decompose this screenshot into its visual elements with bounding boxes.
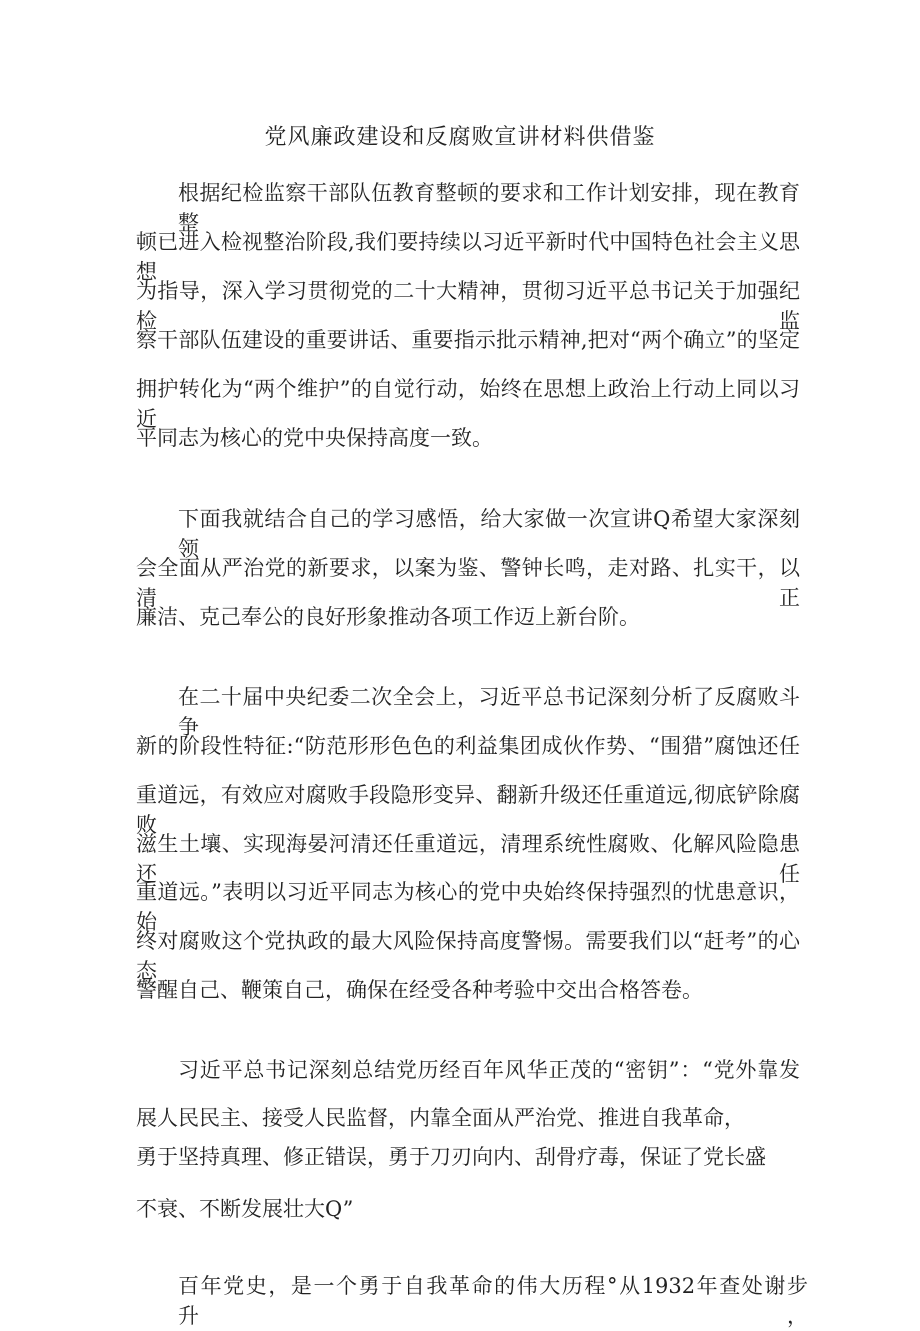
text-line: 重道远。”表明以习近平同志为核心的党中央始终保持强烈的忧患意识，始 bbox=[136, 880, 800, 934]
text-line: 终对腐败这个党执政的最大风险保持高度警惕。需要我们以“赶考”的心态 bbox=[136, 929, 800, 983]
text-line: 习近平总书记深刻总结党历经百年风华正茂的“密钥”：“党外靠发 bbox=[178, 1058, 800, 1082]
text-line: 百年党史，是一个勇于自我革命的伟大历程°从1932年查处谢步升， bbox=[178, 1274, 808, 1328]
document-title: 党风廉政建设和反腐败宣讲材料供借鉴 bbox=[264, 125, 656, 150]
text-line: 警醒自己、鞭策自己，确保在经受各种考验中交出合格答卷。 bbox=[136, 978, 703, 1002]
text-line: 会全面从严治党的新要求，以案为鉴、警钟长鸣，走对路、扎实干，以清正 bbox=[136, 556, 800, 610]
text-line: 廉洁、克己奉公的良好形象推动各项工作迈上新台阶。 bbox=[136, 605, 640, 629]
text-line: 平同志为核心的党中央保持高度一致。 bbox=[136, 426, 493, 450]
text-line: 顿已进入检视整治阶段,我们要持续以习近平新时代中国特色社会主义思想 bbox=[136, 230, 800, 284]
text-line: 展人民民主、接受人民监督，内靠全面从严治党、推进自我革命， bbox=[136, 1106, 745, 1130]
text-line: 滋生土壤、实现海晏河清还任重道远，清理系统性腐败、化解风险隐患还任 bbox=[136, 832, 800, 886]
text-line: 为指导，深入学习贯彻党的二十大精神，贯彻习近平总书记关于加强纪检监 bbox=[136, 279, 800, 333]
text-line: 新的阶段性特征:“防范形形色色的利益集团成伙作势、“围猎”腐蚀还任 bbox=[136, 734, 800, 758]
text-line: 下面我就结合自己的学习感悟，给大家做一次宣讲Q希望大家深刻领 bbox=[178, 507, 800, 561]
text-line: 拥护转化为“两个维护”的自觉行动，始终在思想上政治上行动上同以习近 bbox=[136, 377, 800, 431]
text-line: 重道远，有效应对腐败手段隐形变异、翻新升级还任重道远,彻底铲除腐败 bbox=[136, 783, 800, 837]
text-line: 根据纪检监察干部队伍教育整顿的要求和工作计划安排，现在教育整 bbox=[178, 181, 800, 235]
text-line: 察干部队伍建设的重要讲话、重要指示批示精神,把对“两个确立”的坚定 bbox=[136, 328, 800, 352]
text-line: 不衰、不断发展壮大Q” bbox=[136, 1197, 354, 1221]
text-line: 勇于坚持真理、修正错误，勇于刀刃向内、刮骨疗毒，保证了党长盛 bbox=[136, 1145, 766, 1169]
text-line: 在二十届中央纪委二次全会上，习近平总书记深刻分析了反腐败斗争 bbox=[178, 685, 800, 739]
